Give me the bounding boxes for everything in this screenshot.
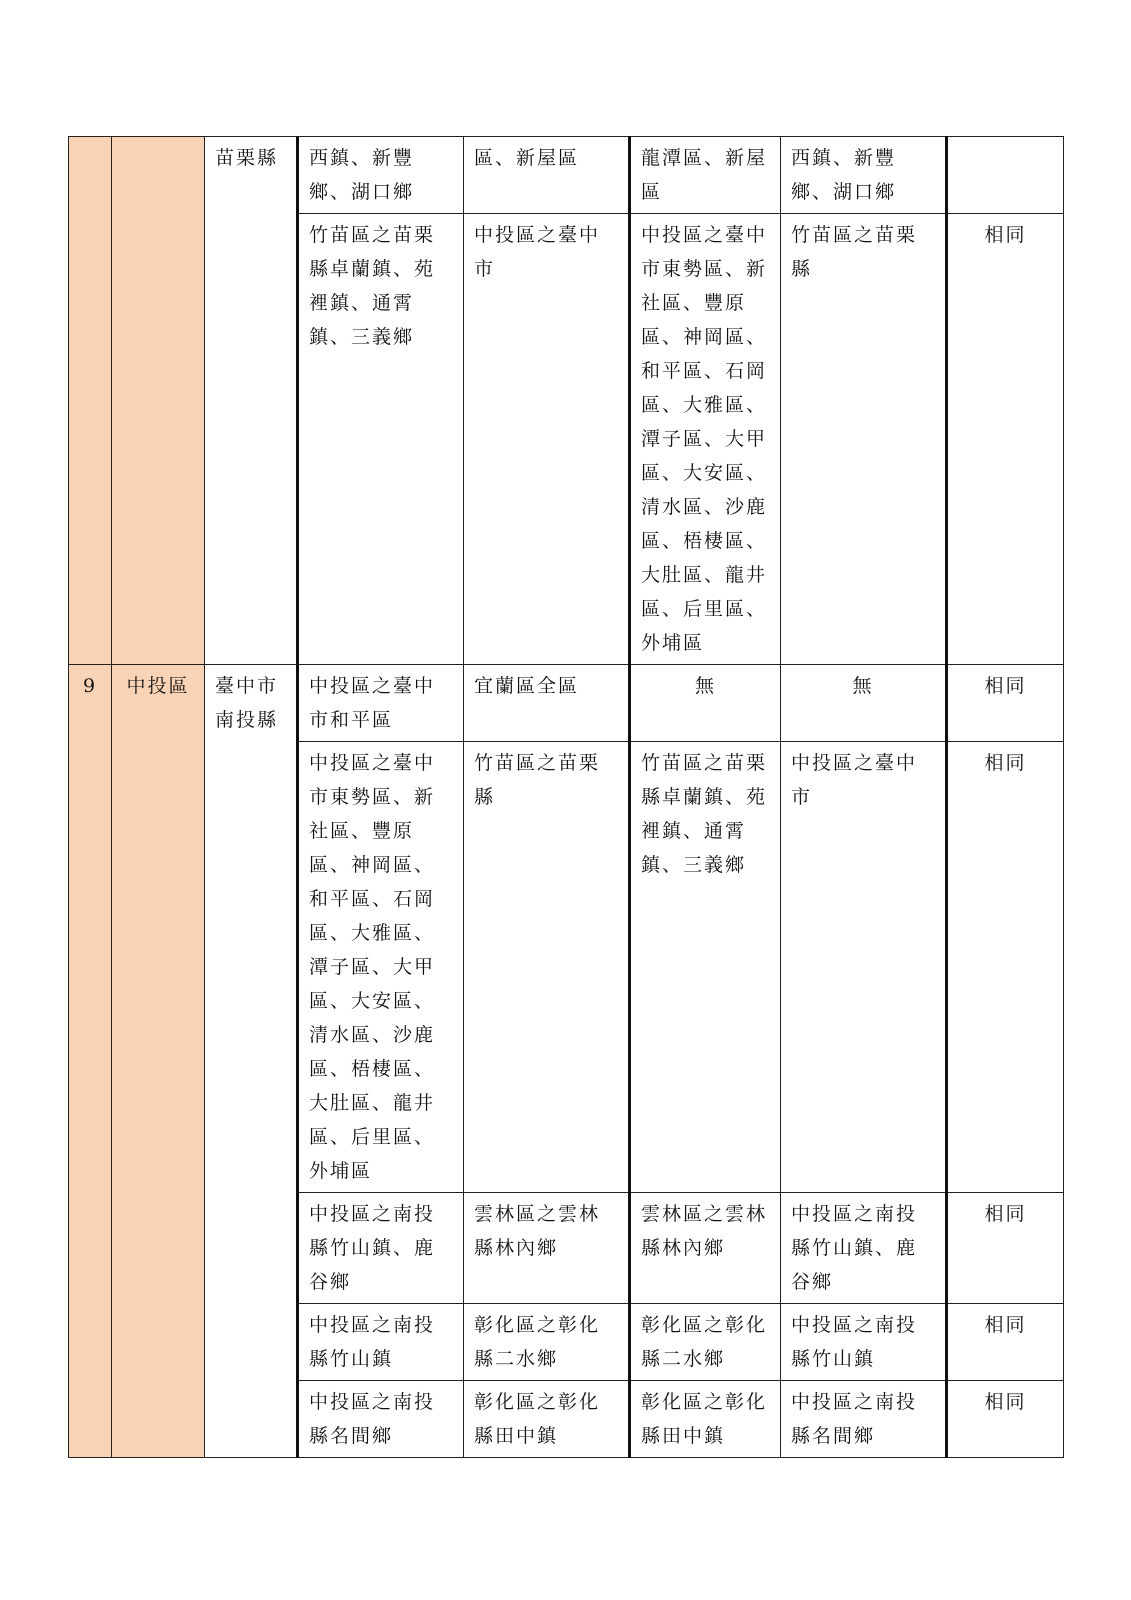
table-cell: 無 <box>781 665 947 742</box>
table-cell: 雲林區之雲林縣林內鄉 <box>464 1193 630 1304</box>
county-cell: 臺中市南投縣 <box>205 665 298 1458</box>
table-cell: 中投區之臺中市和平區 <box>298 665 464 742</box>
result-cell: 相同 <box>947 1304 1064 1381</box>
table-cell: 彰化區之彰化縣二水鄉 <box>630 1304 781 1381</box>
table-cell: 中投區之臺中市東勢區、新社區、豐原區、神岡區、和平區、石岡區、大雅區、潭子區、大甲區、大安區、清水區、沙鹿區、梧棲區、大肚區、龍井區、后里區、外埔區 <box>298 742 464 1193</box>
table-cell: 宜蘭區全區 <box>464 665 630 742</box>
table-cell: 中投區之南投縣竹山鎮、鹿谷鄉 <box>781 1193 947 1304</box>
result-cell <box>947 137 1064 214</box>
result-cell: 相同 <box>947 742 1064 1193</box>
table-cell: 西鎮、新豐鄉、湖口鄉 <box>781 137 947 214</box>
table-cell: 中投區之南投縣名間鄉 <box>298 1381 464 1458</box>
table-cell: 雲林區之雲林縣林內鄉 <box>630 1193 781 1304</box>
table-cell: 中投區之臺中市 <box>781 742 947 1193</box>
zone-name-cell: 中投區 <box>112 665 205 1458</box>
number-cell: 9 <box>69 665 112 1458</box>
table-row <box>69 137 1064 214</box>
table-cell: 西鎮、新豐鄉、湖口鄉 <box>298 137 464 214</box>
result-cell: 相同 <box>947 665 1064 742</box>
result-cell: 相同 <box>947 214 1064 665</box>
county-cell: 苗栗縣 <box>205 137 298 665</box>
table-cell: 彰化區之彰化縣二水鄉 <box>464 1304 630 1381</box>
table-cell: 竹苗區之苗栗縣 <box>781 214 947 665</box>
table-cell: 竹苗區之苗栗縣卓蘭鎮、苑裡鎮、通霄鎮、三義鄉 <box>630 742 781 1193</box>
table-cell: 中投區之南投縣竹山鎮 <box>781 1304 947 1381</box>
zone-table <box>68 136 1064 1458</box>
table-cell: 中投區之南投縣竹山鎮 <box>298 1304 464 1381</box>
table-cell: 龍潭區、新屋區 <box>630 137 781 214</box>
table-row <box>69 665 1064 742</box>
result-cell: 相同 <box>947 1381 1064 1458</box>
table-cell: 竹苗區之苗栗縣 <box>464 742 630 1193</box>
result-cell: 相同 <box>947 1193 1064 1304</box>
table-cell: 中投區之南投縣竹山鎮、鹿谷鄉 <box>298 1193 464 1304</box>
table-cell: 無 <box>630 665 781 742</box>
table-cell: 彰化區之彰化縣田中鎮 <box>630 1381 781 1458</box>
table-cell: 區、新屋區 <box>464 137 630 214</box>
table-cell: 中投區之臺中市 <box>464 214 630 665</box>
table-cell: 中投區之臺中市東勢區、新社區、豐原區、神岡區、和平區、石岡區、大雅區、潭子區、大甲區、大安區、清水區、沙鹿區、梧棲區、大肚區、龍井區、后里區、外埔區 <box>630 214 781 665</box>
table-cell: 中投區之南投縣名間鄉 <box>781 1381 947 1458</box>
zone-name-cell <box>112 137 205 665</box>
number-cell <box>69 137 112 665</box>
table-cell: 彰化區之彰化縣田中鎮 <box>464 1381 630 1458</box>
table-cell: 竹苗區之苗栗縣卓蘭鎮、苑裡鎮、通霄鎮、三義鄉 <box>298 214 464 665</box>
